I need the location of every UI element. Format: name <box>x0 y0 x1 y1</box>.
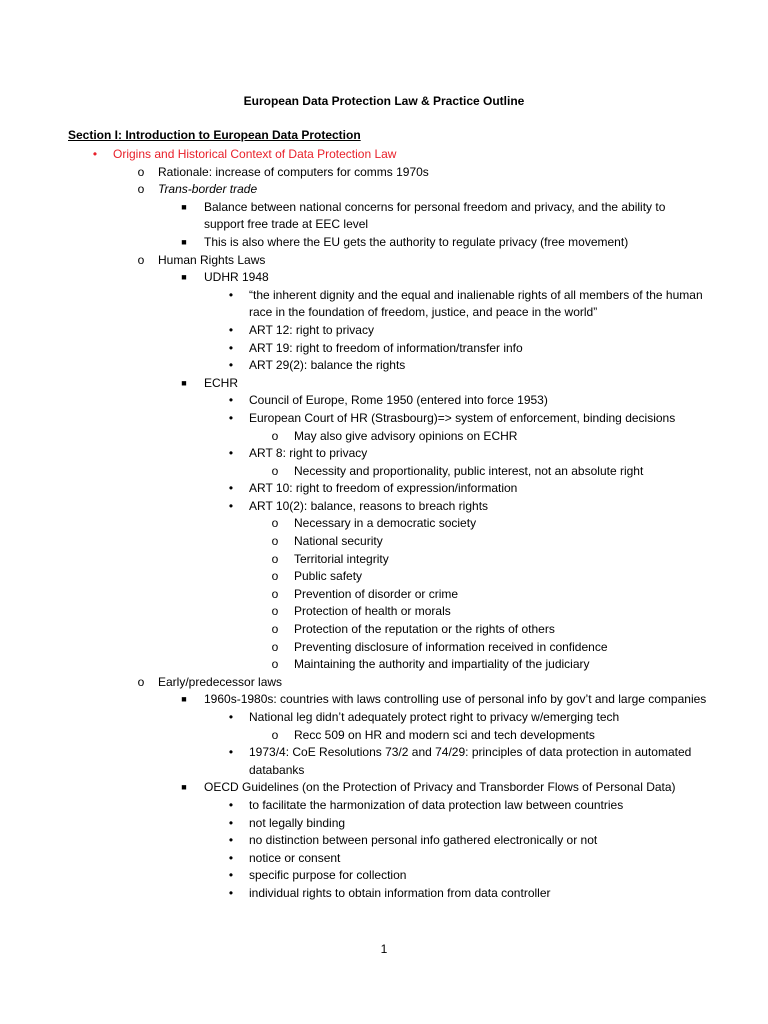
outline-item <box>0 797 768 815</box>
outline-item <box>0 181 768 199</box>
outline-item <box>0 691 768 709</box>
outline-item-text: Council of Europe, Rome 1950 (entered into force 1953) <box>249 393 548 408</box>
bullet-dot-icon: • <box>228 322 234 337</box>
outline-item <box>0 269 768 287</box>
bullet-dot-icon: • <box>228 287 234 302</box>
outline-item-text: National leg didn’t adequately protect right to privacy w/emerging tech <box>249 710 620 724</box>
outline-item <box>0 498 768 516</box>
outline-item <box>0 727 768 745</box>
outline-item-text: Recc 509 on HR and modern sci and tech developments <box>294 727 595 742</box>
outline-item-text: European Court of HR (Strasbourg)=> system of enforcement, binding decisions <box>249 410 676 425</box>
outline-item <box>0 709 768 727</box>
outline-item <box>0 392 768 410</box>
outline-item-text: ART 12: right to privacy <box>249 322 374 337</box>
outline-item-text: ECHR <box>204 375 239 390</box>
bullet-square-icon: ■ <box>181 272 187 283</box>
outline-item <box>0 515 768 533</box>
outline-item <box>0 146 768 164</box>
bullet-dot-icon: • <box>228 498 234 513</box>
outline-item <box>0 621 768 639</box>
bullet-square-icon: ■ <box>181 236 187 247</box>
bullet-dot-icon: • <box>228 340 234 355</box>
outline-item <box>0 533 768 551</box>
bullet-circle-icon: o <box>271 727 279 742</box>
outline-item-text: Early/predecessor laws <box>158 674 283 689</box>
bullet-dot-icon: • <box>228 797 234 812</box>
bullet-circle-icon: o <box>271 586 279 601</box>
outline-item-text: Protection of health or morals <box>294 604 451 619</box>
outline-item-text: Prevention of disorder or crime <box>294 586 459 601</box>
outline-item-text: not legally binding <box>249 815 346 830</box>
outline-item-text: individual rights to obtain information from data controller <box>249 885 551 900</box>
bullet-circle-icon: o <box>271 569 279 584</box>
bullet-dot-icon: • <box>228 481 234 496</box>
bullet-circle-icon: o <box>271 551 279 566</box>
outline-item <box>0 832 768 850</box>
outline-item-text: Trans-border trade <box>158 182 258 197</box>
outline-item <box>0 656 768 674</box>
outline-item-text: specific purpose for collection <box>249 868 407 883</box>
outline-item <box>0 164 768 182</box>
outline-item-text: Balance between national concerns for personal freedom and privacy, and the ability to support free trade at EEC level <box>204 199 666 232</box>
outline-item <box>0 428 768 446</box>
outline-item <box>0 885 768 903</box>
outline-item <box>0 375 768 393</box>
page-number: 1 <box>380 942 388 956</box>
outline-item <box>0 744 768 779</box>
outline-item-text: Maintaining the authority and impartiality of the judiciary <box>294 657 590 672</box>
outline-item <box>0 234 768 252</box>
bullet-dot-icon: • <box>92 147 98 161</box>
bullet-circle-icon: o <box>137 252 145 267</box>
outline-item <box>0 199 768 234</box>
outline-item-text: ART 19: right to freedom of information/transfer info <box>249 340 523 355</box>
bullet-dot-icon: • <box>228 850 234 865</box>
bullet-circle-icon: o <box>271 428 279 443</box>
bullet-square-icon: ■ <box>181 377 187 388</box>
outline-item <box>0 586 768 604</box>
outline-item-text: to facilitate the harmonization of data protection law between countries <box>249 797 624 812</box>
outline-item <box>0 779 768 797</box>
outline-item <box>0 322 768 340</box>
outline-item <box>0 480 768 498</box>
outline-item-text: Origins and Historical Context of Data Protection Law <box>113 147 397 161</box>
outline-item <box>0 551 768 569</box>
outline-item <box>0 357 768 375</box>
outline-item-text: ART 29(2): balance the rights <box>249 358 406 373</box>
bullet-dot-icon: • <box>228 358 234 373</box>
outline-item-text: Territorial integrity <box>294 551 389 566</box>
bullet-circle-icon: o <box>271 463 279 478</box>
section-heading: Section I: Introduction to European Data Protection <box>68 128 361 142</box>
outline-item-text: UDHR 1948 <box>204 270 269 285</box>
bullet-dot-icon: • <box>228 868 234 883</box>
outline-item <box>0 815 768 833</box>
document-title: European Data Protection Law & Practice Outline <box>243 94 525 108</box>
outline-item-text: ART 8: right to privacy <box>249 446 368 461</box>
outline-item <box>0 287 768 322</box>
bullet-dot-icon: • <box>228 745 234 760</box>
outline-list <box>0 146 768 903</box>
bullet-dot-icon: • <box>228 410 234 425</box>
bullet-square-icon: ■ <box>181 694 187 705</box>
outline-item <box>0 603 768 621</box>
outline-item-text: no distinction between personal info gathered electronically or not <box>249 833 598 848</box>
bullet-square-icon: ■ <box>181 782 187 793</box>
outline-item-text: Necessary in a democratic society <box>294 516 477 531</box>
outline-item <box>0 463 768 481</box>
outline-item-text: ART 10(2): balance, reasons to breach rights <box>249 498 489 513</box>
bullet-circle-icon: o <box>271 534 279 549</box>
bullet-circle-icon: o <box>137 182 145 197</box>
bullet-circle-icon: o <box>271 639 279 654</box>
bullet-dot-icon: • <box>228 885 234 900</box>
outline-item <box>0 410 768 428</box>
outline-item-text: Human Rights Laws <box>158 252 266 267</box>
outline-item <box>0 674 768 692</box>
outline-item <box>0 639 768 657</box>
bullet-dot-icon: • <box>228 710 234 724</box>
outline-item <box>0 867 768 885</box>
outline-item-text: This is also where the EU gets the authority to regulate privacy (free movement) <box>204 234 629 249</box>
outline-item-text: 1960s-1980s: countries with laws controlling use of personal info by gov’t and large companies <box>204 692 707 707</box>
outline-item-text: Public safety <box>294 569 363 584</box>
bullet-circle-icon: o <box>271 657 279 672</box>
outline-item-text: 1973/4: CoE Resolutions 73/2 and 74/29: principles of data protection in automated databanks <box>249 745 692 777</box>
bullet-circle-icon: o <box>137 164 145 179</box>
bullet-circle-icon: o <box>271 622 279 637</box>
outline-item-text: Protection of the reputation or the rights of others <box>294 622 555 637</box>
outline-item-text: ART 10: right to freedom of expression/information <box>249 481 518 496</box>
outline-item-text: “the inherent dignity and the equal and inalienable rights of all members of the human race in the foundation of freedom, justice, and peace in the world” <box>249 287 703 320</box>
bullet-dot-icon: • <box>228 833 234 848</box>
outline-item-text: Rationale: increase of computers for comms 1970s <box>158 164 429 179</box>
outline-item-text: notice or consent <box>249 850 341 865</box>
bullet-square-icon: ■ <box>181 201 187 212</box>
outline-item-text: OECD Guidelines (on the Protection of Privacy and Transborder Flows of Personal Data) <box>204 780 676 795</box>
bullet-dot-icon: • <box>228 393 234 408</box>
outline-item <box>0 568 768 586</box>
bullet-dot-icon: • <box>228 815 234 830</box>
outline-item-text: Necessity and proportionality, public interest, not an absolute right <box>294 463 644 478</box>
bullet-circle-icon: o <box>271 516 279 531</box>
outline-item-text: May also give advisory opinions on ECHR <box>294 428 518 443</box>
bullet-circle-icon: o <box>271 604 279 619</box>
outline-item <box>0 445 768 463</box>
outline-item-text: National security <box>294 534 383 549</box>
bullet-dot-icon: • <box>228 446 234 461</box>
outline-item-text: Preventing disclosure of information received in confidence <box>294 639 608 654</box>
bullet-circle-icon: o <box>137 674 145 689</box>
outline-item <box>0 850 768 868</box>
outline-item <box>0 340 768 358</box>
outline-item <box>0 252 768 270</box>
